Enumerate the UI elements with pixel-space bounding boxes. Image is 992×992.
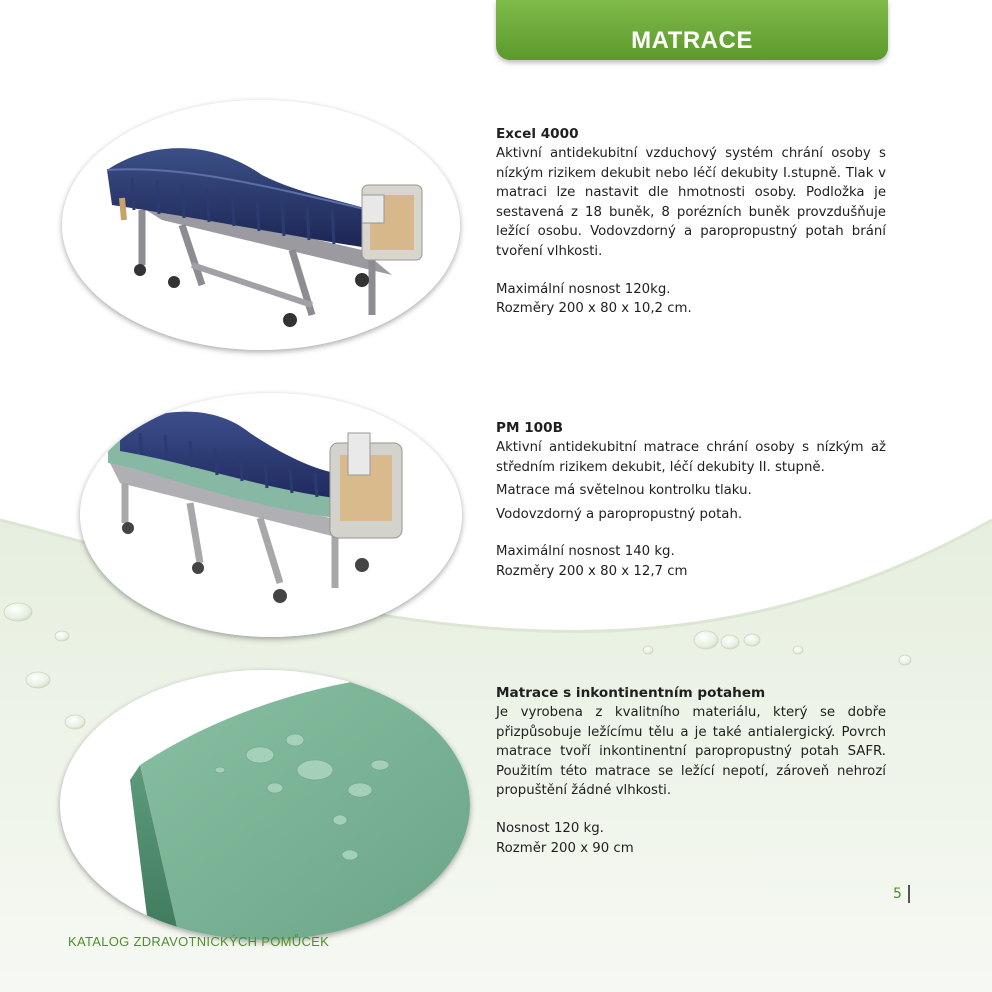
product-incontinence-mattress bbox=[496, 683, 886, 858]
air-mattress-bed-illustration bbox=[62, 100, 460, 350]
section-header-tab bbox=[496, 0, 888, 60]
product-specs bbox=[496, 542, 886, 581]
spec-capacity: Maximální nosnost 120kg. bbox=[496, 281, 671, 297]
product-description: Aktivní antidekubitní vzduchový systém chrání osoby s nízkým rizikem dekubit nebo léčí dekubity I.stupně. Tlak v matraci lze nastavit dle hmotnosti osoby. Podložka je sestavená z 18 buněk, 8 porézních buněk provzdušňuje ležící osobu. Vodovzdorný a paropropustný potah brání tvoření vlhkosti. bbox=[496, 146, 886, 259]
product-name: PM 100B bbox=[496, 420, 563, 436]
catalog-footer: KATALOG ZDRAVOTNICKÝCH POMŮCEK bbox=[68, 934, 330, 949]
pm-100b-photo bbox=[80, 393, 462, 637]
product-name: Matrace s inkontinentním potahem bbox=[496, 685, 766, 701]
product-specs bbox=[496, 819, 886, 858]
cell-mattress-bed-illustration bbox=[80, 393, 462, 637]
section-title: MATRACE bbox=[631, 27, 753, 54]
product-feature: Vodovzdorný a paropropustný potah. bbox=[496, 506, 743, 522]
product-specs bbox=[496, 280, 886, 319]
excel-4000-photo bbox=[62, 100, 460, 350]
product-pm-100b bbox=[496, 418, 886, 582]
spec-dimensions: Rozměry 200 x 80 x 10,2 cm. bbox=[496, 301, 692, 317]
foam-mattress-illustration bbox=[60, 670, 470, 940]
spec-capacity: Nosnost 120 kg. bbox=[496, 820, 604, 836]
page-number: 5 bbox=[893, 886, 902, 902]
incontinence-mattress-photo bbox=[60, 670, 470, 940]
spec-capacity: Maximální nosnost 140 kg. bbox=[496, 544, 675, 560]
spec-dimensions: Rozměr 200 x 90 cm bbox=[496, 840, 634, 856]
product-excel-4000 bbox=[496, 124, 886, 319]
product-description: Aktivní antidekubitní matrace chrání osoby s nízkým až středním rizikem dekubit, léčí dekubity II. stupně. bbox=[496, 440, 886, 475]
product-feature: Matrace má světelnou kontrolku tlaku. bbox=[496, 483, 752, 499]
product-name: Excel 4000 bbox=[496, 126, 579, 142]
page-number-divider bbox=[908, 885, 910, 903]
spec-dimensions: Rozměry 200 x 80 x 12,7 cm bbox=[496, 563, 688, 579]
product-description: Je vyrobena z kvalitního materiálu, který se dobře přizpůsobuje ležícímu tělu a je také antialergický. Povrch matrace tvoří inkontinentní paropropustný potah SAFR. Použitím této matrace se ležící nepotí, zároveň nehrozí propuštění žádné vlhkosti. bbox=[496, 705, 886, 799]
